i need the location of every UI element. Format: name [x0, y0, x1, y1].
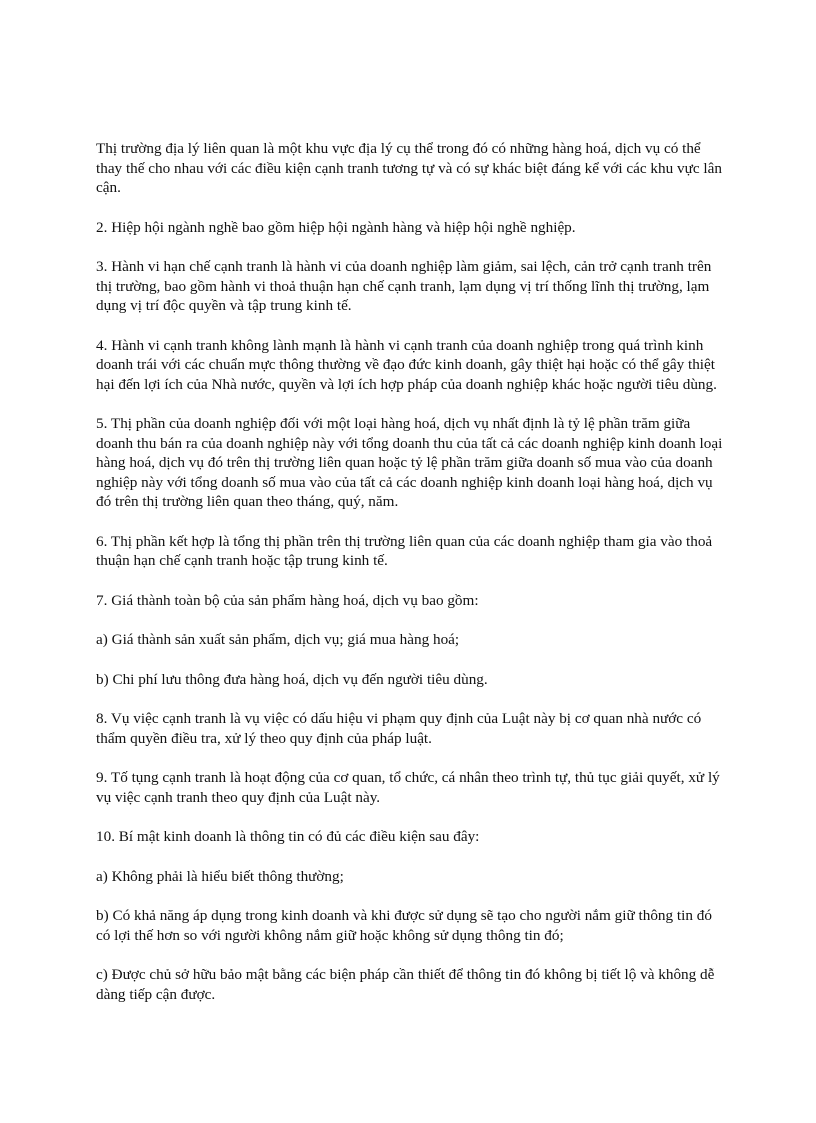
paragraph-item-10: 10. Bí mật kinh doanh là thông tin có đủ các điều kiện sau đây: [96, 828, 480, 845]
paragraph-geographic-market: Thị trường địa lý liên quan là một khu vực địa lý cụ thể trong đó có những hàng hoá, dịch vụ có thể thay thế cho nhau với các điều kiện cạnh tranh tương tự và có sự khác biệt đáng kể với các khu vực lân cận. [96, 140, 722, 196]
paragraph-item-9: 9. Tố tụng cạnh tranh là hoạt động của cơ quan, tổ chức, cá nhân theo trình tự, thủ tục giải quyết, xử lý vụ việc cạnh tranh theo quy định của Luật này. [96, 769, 720, 806]
paragraph-item-7a: a) Giá thành sản xuất sản phẩm, dịch vụ; giá mua hàng hoá; [96, 631, 460, 648]
paragraph-item-5: 5. Thị phần của doanh nghiệp đối với một loại hàng hoá, dịch vụ nhất định là tỷ lệ phần trăm giữa doanh thu bán ra của doanh nghiệp này với tổng doanh thu của tất cả các doanh nghiệp kinh doanh loại hàng hoá, dịch vụ đó trên thị trường liên quan hoặc tỷ lệ phần trăm giữa doanh số mua vào của doanh nghiệp này với tổng doanh số mua vào của tất cả các doanh nghiệp kinh doanh loại hàng hoá, dịch vụ đó trên thị trường liên quan theo tháng, quý, năm. [96, 415, 723, 510]
paragraph-item-8: 8. Vụ việc cạnh tranh là vụ việc có dấu hiệu vi phạm quy định của Luật này bị cơ quan nhà nước có thẩm quyền điều tra, xử lý theo quy định của pháp luật. [96, 710, 702, 747]
paragraph-item-7b: b) Chi phí lưu thông đưa hàng hoá, dịch vụ đến người tiêu dùng. [96, 670, 488, 688]
paragraph-item-3: 3. Hành vi hạn chế cạnh tranh là hành vi của doanh nghiệp làm giảm, sai lệch, cản trở cạnh tranh trên thị trường, bao gồm hành vi thoả thuận hạn chế cạnh tranh, lạm dụng vị trí thống lĩnh thị trường, lạm dụng vị trí độc quyền và tập trung kinh tế. [96, 258, 712, 314]
paragraph-item-6: 6. Thị phần kết hợp là tổng thị phần trên thị trường liên quan của các doanh nghiệp tham gia vào thoả thuận hạn chế cạnh tranh hoặc tập trung kinh tế. [96, 532, 713, 569]
paragraph-item-7: 7. Giá thành toàn bộ của sản phẩm hàng hoá, dịch vụ bao gồm: [96, 591, 479, 609]
paragraph-item-4: 4. Hành vi cạnh tranh không lành mạnh là hành vi cạnh tranh của doanh nghiệp trong quá trình kinh doanh trái với các chuẩn mực thông thường về đạo đức kinh doanh, gây thiệt hại hoặc có thể gây thiệt hại đến lợi ích của Nhà nước, quyền và lợi ích hợp pháp của doanh nghiệp khác hoặc người tiêu dùng. [96, 336, 717, 393]
paragraph-item-10c: c) Được chủ sở hữu bảo mật bằng các biện pháp cần thiết để thông tin đó không bị tiết lộ và không dễ dàng tiếp cận được. [96, 966, 715, 1003]
paragraph-item-2: 2. Hiệp hội ngành nghề bao gồm hiệp hội ngành hàng và hiệp hội nghề nghiệp. [96, 218, 576, 236]
paragraph-item-10a: a) Không phải là hiểu biết thông thường; [96, 867, 344, 885]
document-body [96, 139, 726, 1024]
paragraph-item-10b: b) Có khả năng áp dụng trong kinh doanh và khi được sử dụng sẽ tạo cho người nắm giữ thông tin đó có lợi thế hơn so với người không nắm giữ hoặc không sử dụng thông tin đó; [96, 907, 712, 944]
